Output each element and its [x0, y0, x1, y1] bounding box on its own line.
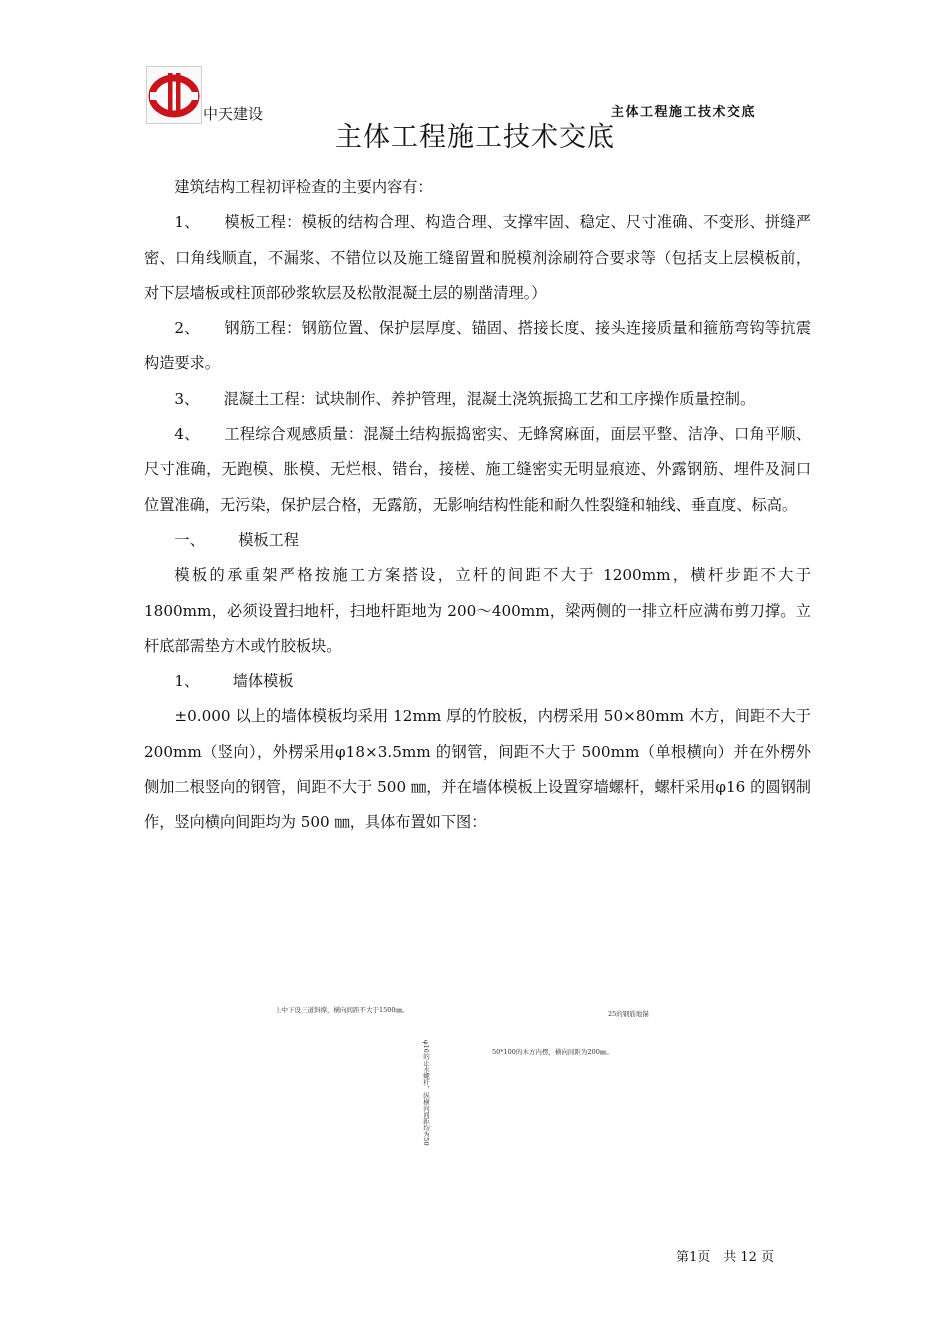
section-number: 一、: [174, 530, 205, 549]
list-item-text: 模板工程：模板的结构合理、构造合理、支撑牢固、稳定、尺寸准确、不变形、拼缝严密、口角线顺直，不漏浆、不错位以及施工缝留置和脱模剂涂刷符合要求等（包括支上层模板前，对下层墙板或柱顶部砂浆软层及松散混凝土层的剔凿清理。）: [144, 213, 811, 302]
zhongtian-logo-icon: [147, 67, 201, 123]
list-item-text: 混凝土工程：试块制作、养护管理，混凝土浇筑振捣工艺和工序操作质量控制。: [223, 389, 756, 408]
document-title: 主体工程施工技术交底: [335, 122, 615, 153]
list-item-text: 工程综合观感质量：混凝土结构振捣密实、无蜂窝麻面，面层平整、洁净、口角平顺、尺寸准确，无跑模、胀模、无烂根、错台，接槎、施工缝密实无明显痕迹、外露钢筋、埋件及洞口位置准确，无污染，保护层合格，无露筋，无影响结构性能和耐久性裂缝和轴线、垂直度、标高。: [144, 425, 811, 514]
list-item: [144, 382, 811, 417]
running-header-title: 主体工程施工技术交底: [611, 105, 757, 120]
section-paragraph: 模板的承重架严格按施工方案搭设，立杆的间距不大于 1200mm，横杆步距不大于1800mm，必须设置扫地杆，扫地杆距地为 200～400mm，梁两侧的一排立杆应满布剪刀撑。立杆底部需垫方木或竹胶板块。: [144, 566, 811, 655]
document-body: [144, 170, 811, 841]
list-item-text: 钢筋工程：钢筋位置、保护层厚度、锚固、搭接长度、接头连接质量和箍筋弯钩等抗震构造要求。: [144, 319, 811, 373]
list-item-number: 1、: [174, 213, 200, 232]
company-name: 中天建设: [203, 105, 264, 123]
figure-note-wood-studs: 50*100的木方内楞，横向间距为200㎜。: [492, 1048, 613, 1056]
company-logo: [146, 66, 202, 124]
list-item-number: 4、: [174, 425, 200, 444]
list-item-number: 2、: [174, 319, 200, 338]
subsection-number: 1、: [174, 672, 200, 691]
list-item: [144, 205, 811, 311]
section-title: 模板工程: [238, 530, 299, 549]
wall-formwork-figure: [144, 880, 811, 1220]
subsection-paragraph: ±0.000 以上的墙体模板均采用 12mm 厚的竹胶板，内楞采用 50×80mm 木方，间距不大于 200mm（竖向），外楞采用φ18×3.5mm 的钢管，间距不大于 500mm（单根横向）并在外楞外侧加二根竖向的钢管，间距不大于 500 ㎜，并在墙体模板上设置穿墙螺杆，螺杆采用φ16 的圆钢制作，竖向横向间距均为 500 ㎜，具体布置如下图：: [144, 707, 811, 832]
list-item: [144, 417, 811, 523]
figure-note-rebar-anchor: 25的钢筋地锚: [608, 1010, 649, 1018]
subsection-title: 墙体模板: [232, 672, 294, 691]
subsection-heading: [144, 664, 811, 699]
figure-note-tie-rod: φ16的止水螺杆，纵横向间距均为50: [422, 1040, 430, 1146]
page-number: 第1页 共 12 页: [676, 1250, 775, 1265]
section-heading: [144, 523, 811, 558]
list-item: [144, 311, 811, 382]
list-item-number: 3、: [174, 389, 200, 408]
figure-note-brace: 上中下设三道斜撑，横向间距不大于1500㎜。: [275, 1006, 409, 1014]
intro-paragraph: 建筑结构工程初评检查的主要内容有：: [174, 178, 433, 196]
